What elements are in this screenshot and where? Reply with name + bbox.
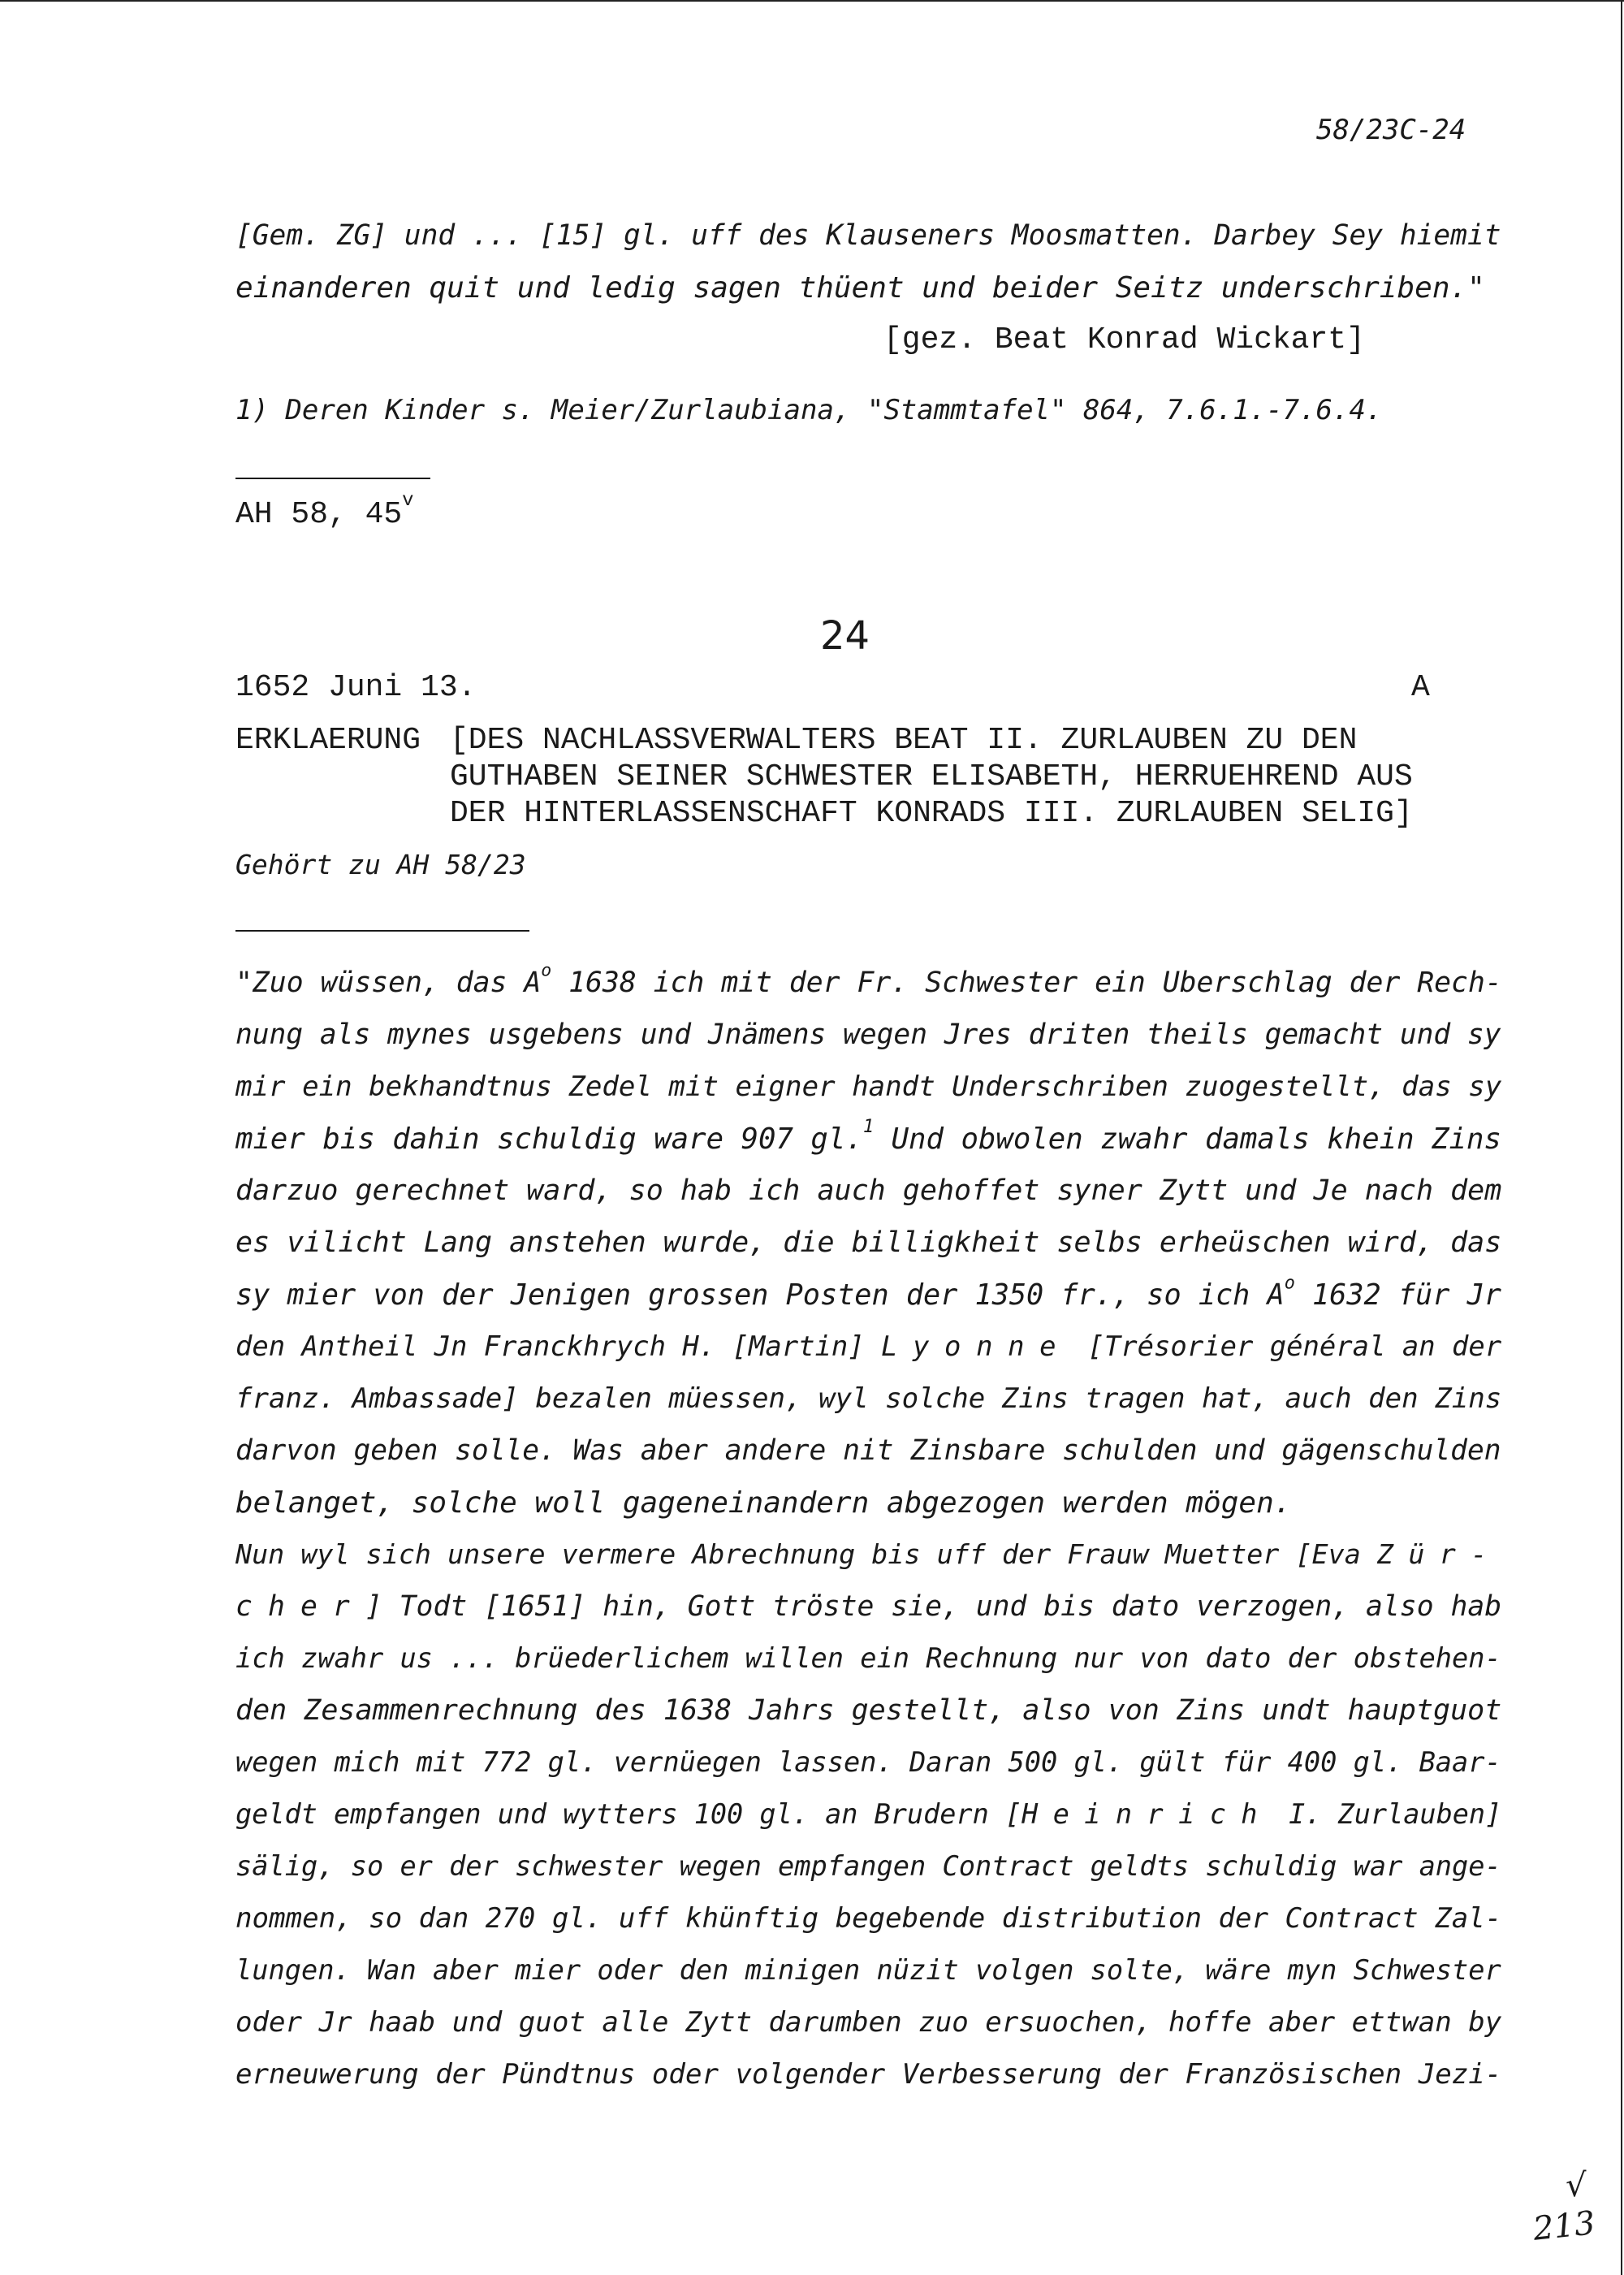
spaced-name-zuercher-part-2: cher xyxy=(235,1590,365,1623)
body-line-6: es vilicht Lang anstehen wurde, die billigkheit selbs erheüschen wird, das xyxy=(235,1226,1502,1259)
body-line-4-b: Und obwolen zwahr damals khein Zins xyxy=(874,1122,1501,1156)
body-line-14: ich zwahr us ... brüederlichem willen ein Rechnung nur von dato der obstehen- xyxy=(235,1642,1501,1674)
body-line-1-a: "Zuo wüssen, das A xyxy=(235,967,542,999)
page-reference: 58/23C-24 xyxy=(1316,114,1466,146)
document-number: 24 xyxy=(820,613,870,659)
title-line-1: [DES NACHLASSVERWALTERS BEAT II. ZURLAUBEN ZU DEN xyxy=(450,723,1358,758)
body-line-1-sup: o xyxy=(541,960,552,981)
body-line-20: lungen. Wan aber mier oder den minigen nüzit volgen solte, wäre myn Schwester xyxy=(235,1954,1501,1986)
body-line-17-b: I. Zurlauben] xyxy=(1272,1798,1502,1830)
document-mark: A xyxy=(1411,670,1430,705)
body-line-12-a: Nun wyl sich unsere vermere Abrechnung bis uff der Frauw Muetter [Eva xyxy=(235,1538,1377,1570)
spaced-name-zuercher-part-1: Zür- xyxy=(1376,1538,1502,1570)
body-line-13-b: ] Todt [1651] hin, Gott tröste sie, und bis dato verzogen, also hab xyxy=(365,1590,1502,1623)
body-line-4 xyxy=(235,1116,1501,1156)
body-line-16: wegen mich mit 772 gl. vernüegen lassen. Daran 500 gl. gült für 400 gl. Baar- xyxy=(235,1746,1501,1778)
body-line-12 xyxy=(235,1538,1502,1570)
title-line-2: GUTHABEN SEINER SCHWESTER ELISABETH, HERRUEHREND AUS xyxy=(450,759,1413,794)
source-reference xyxy=(235,489,414,532)
body-line-13 xyxy=(235,1590,1501,1623)
body-line-7 xyxy=(235,1273,1501,1312)
handwritten-page-number: 213 xyxy=(1531,2204,1597,2248)
body-line-11: belanget, solche woll gageneinandern abgezogen werden mögen. xyxy=(235,1486,1292,1520)
body-line-8 xyxy=(235,1330,1501,1362)
body-line-15: den Zesammenrechnung des 1638 Jahrs gestellt, also von Zins undt hauptguot xyxy=(235,1694,1502,1727)
body-line-19: nommen, so dan 270 gl. uff khünftig begebende distribution der Contract Zal- xyxy=(235,1902,1502,1935)
body-line-4-a: mier bis dahin schuldig ware 907 gl. xyxy=(235,1122,863,1156)
body-line-9: franz. Ambassade] bezalen müessen, wyl solche Zins tragen hat, auch den Zins xyxy=(235,1382,1502,1415)
body-line-8-a: den Antheil Jn Franckhrych H. [Martin] xyxy=(235,1330,882,1362)
title-line-3: DER HINTERLASSENSCHAFT KONRADS III. ZURLAUBEN SELIG] xyxy=(450,796,1413,831)
body-line-1 xyxy=(235,960,1502,999)
body-line-8-b: [Trésorier général an der xyxy=(1071,1330,1502,1362)
document-date: 1652 Juni 13. xyxy=(235,670,477,705)
handwritten-checkmark: √ xyxy=(1566,2167,1587,2204)
separator-rule-1 xyxy=(235,478,430,479)
previous-doc-footnote: 1) Deren Kinder s. Meier/Zurlaubiana, "Stammtafel" 864, 7.6.1.-7.6.4. xyxy=(235,394,1383,426)
previous-doc-line-1: [Gem. ZG] und ... [15] gl. uff des Klauseners Moosmatten. Darbey Sey hiemit xyxy=(235,219,1501,252)
body-line-7-a: sy mier von der Jenigen grossen Posten der 1350 fr., so ich A xyxy=(235,1278,1285,1312)
body-line-10: darvon geben solle. Was aber andere nit Zinsbare schulden und gägenschulden xyxy=(235,1434,1501,1467)
scan-border-top xyxy=(0,0,1624,2)
separator-rule-2 xyxy=(235,930,529,932)
signature: [gez. Beat Konrad Wickart] xyxy=(883,322,1365,357)
body-line-21: oder Jr haab und guot alle Zytt darumben zuo ersuochen, hoffe aber ettwan by xyxy=(235,2006,1502,2039)
source-reference-text: AH 58, 45 xyxy=(235,497,403,532)
body-line-2: nung als mynes usgebens und Jnämens wegen Jres driten theils gemacht und sy xyxy=(235,1019,1501,1051)
body-line-22: erneuwerung der Pündtnus oder volgender Verbesserung der Französischen Jezi- xyxy=(235,2058,1502,2091)
scan-border-right xyxy=(1621,0,1622,2275)
spaced-name-heinrich: Heinrich xyxy=(1021,1798,1272,1830)
belongs-to-note: Gehört zu AH 58/23 xyxy=(235,849,526,880)
body-line-7-b: 1632 für Jr xyxy=(1294,1278,1501,1312)
body-line-1-b: 1638 ich mit der Fr. Schwester ein Uberschlag der Rech- xyxy=(551,967,1502,999)
body-line-17 xyxy=(235,1798,1501,1830)
body-line-3: mir ein bekhandtnus Zedel mit eigner handt Underschriben zuogestellt, das sy xyxy=(235,1070,1502,1103)
spaced-name-lyonne: Lyonne xyxy=(881,1330,1072,1362)
footnote-marker: 1 xyxy=(862,1116,875,1138)
previous-doc-line-2: einanderen quit und ledig sagen thüent und beider Seitz underschriben." xyxy=(235,271,1485,305)
body-line-5: darzuo gerechnet ward, so hab ich auch gehoffet syner Zytt und Je nach dem xyxy=(235,1174,1502,1207)
body-line-17-a: geldt empfangen und wytters 100 gl. an Brudern [ xyxy=(235,1798,1022,1830)
body-line-18: sälig, so er der schwester wegen empfangen Contract geldts schuldig war ange- xyxy=(235,1850,1501,1882)
source-reference-sup: v xyxy=(402,489,414,512)
title-label: ERKLAERUNG xyxy=(235,723,421,758)
body-line-7-sup: o xyxy=(1284,1273,1295,1294)
